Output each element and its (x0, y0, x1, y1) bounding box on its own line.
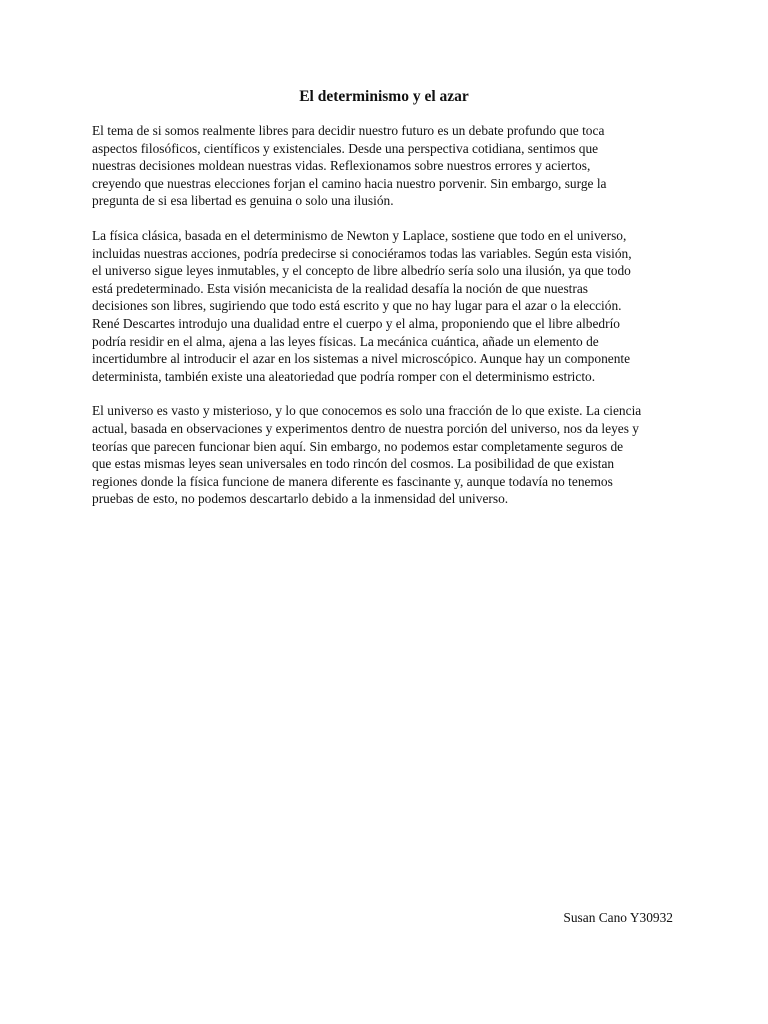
paragraph-line: podría residir en el alma, ajena a las leyes físicas. La mecánica cuántica, añade un elemento de (92, 333, 599, 349)
paragraph-line: regiones donde la física funcione de manera diferente es fascinante y, aunque todavía no tenemos (92, 473, 613, 489)
paragraph-3 (92, 402, 682, 508)
paragraph-line: La física clásica, basada en el determinismo de Newton y Laplace, sostiene que todo en el universo, (92, 227, 627, 243)
paragraph-line: creyendo que nuestras elecciones forjan el camino hacia nuestro porvenir. Sin embargo, surge la (92, 175, 607, 191)
paragraph-line: actual, basada en observaciones y experimentos dentro de nuestra porción del universo, nos da leyes y (92, 420, 639, 436)
paragraph-line: incertidumbre al introducir el azar en los sistemas a nivel microscópico. Aunque hay un componente (92, 351, 631, 367)
author-signature: Susan Cano Y30932 (563, 910, 673, 925)
paragraph-line: determinista, también existe una aleatoriedad que podría romper con el determinismo estricto. (92, 368, 596, 384)
paragraph-line: está predeterminado. Esta visión mecanicista de la realidad desafía la noción de que nuestras (92, 280, 589, 296)
paragraph-line: nuestras decisiones moldean nuestras vidas. Reflexionamos sobre nuestros errores y aciertos, (92, 158, 591, 174)
paragraph-line: El tema de si somos realmente libres para decidir nuestro futuro es un debate profundo que toca (92, 123, 605, 138)
paragraph-line: pruebas de esto, no podemos descartarlo debido a la inmensidad del universo. (92, 491, 509, 507)
paragraph-line: que estas mismas leyes sean universales en todo rincón del cosmos. La posibilidad de que existan (92, 456, 615, 472)
paragraph-line: René Descartes introdujo una dualidad entre el cuerpo y el alma, proponiendo que el libre albedrío (92, 315, 620, 331)
paragraph-1 (92, 122, 682, 210)
paragraph-line: teorías que parecen funcionar bien aquí. Sin embargo, no podemos estar completamente seguros de (92, 438, 624, 454)
paragraph-line: el universo sigue leyes inmutables, y el concepto de libre albedrío sería solo una ilusión, ya que todo (92, 263, 631, 279)
document-title: El determinismo y el azar (299, 88, 469, 105)
paragraph-line: incluidas nuestras acciones, podría predecirse si conociéramos todas las variables. Según esta visión, (92, 245, 632, 261)
document-body (92, 122, 682, 525)
paragraph-line: decisiones son libres, sugiriendo que todo está escrito y que no hay lugar para el azar o la elección. (92, 298, 622, 314)
paragraph-line: aspectos filosóficos, científicos y existenciales. Desde una perspectiva cotidiana, sentimos que (92, 140, 599, 156)
paragraph-2 (92, 227, 682, 385)
paragraph-line: El universo es vasto y misterioso, y lo que conocemos es solo una fracción de lo que existe. La ciencia (92, 403, 642, 419)
paragraph-line: pregunta de si esa libertad es genuina o solo una ilusión. (92, 193, 394, 209)
